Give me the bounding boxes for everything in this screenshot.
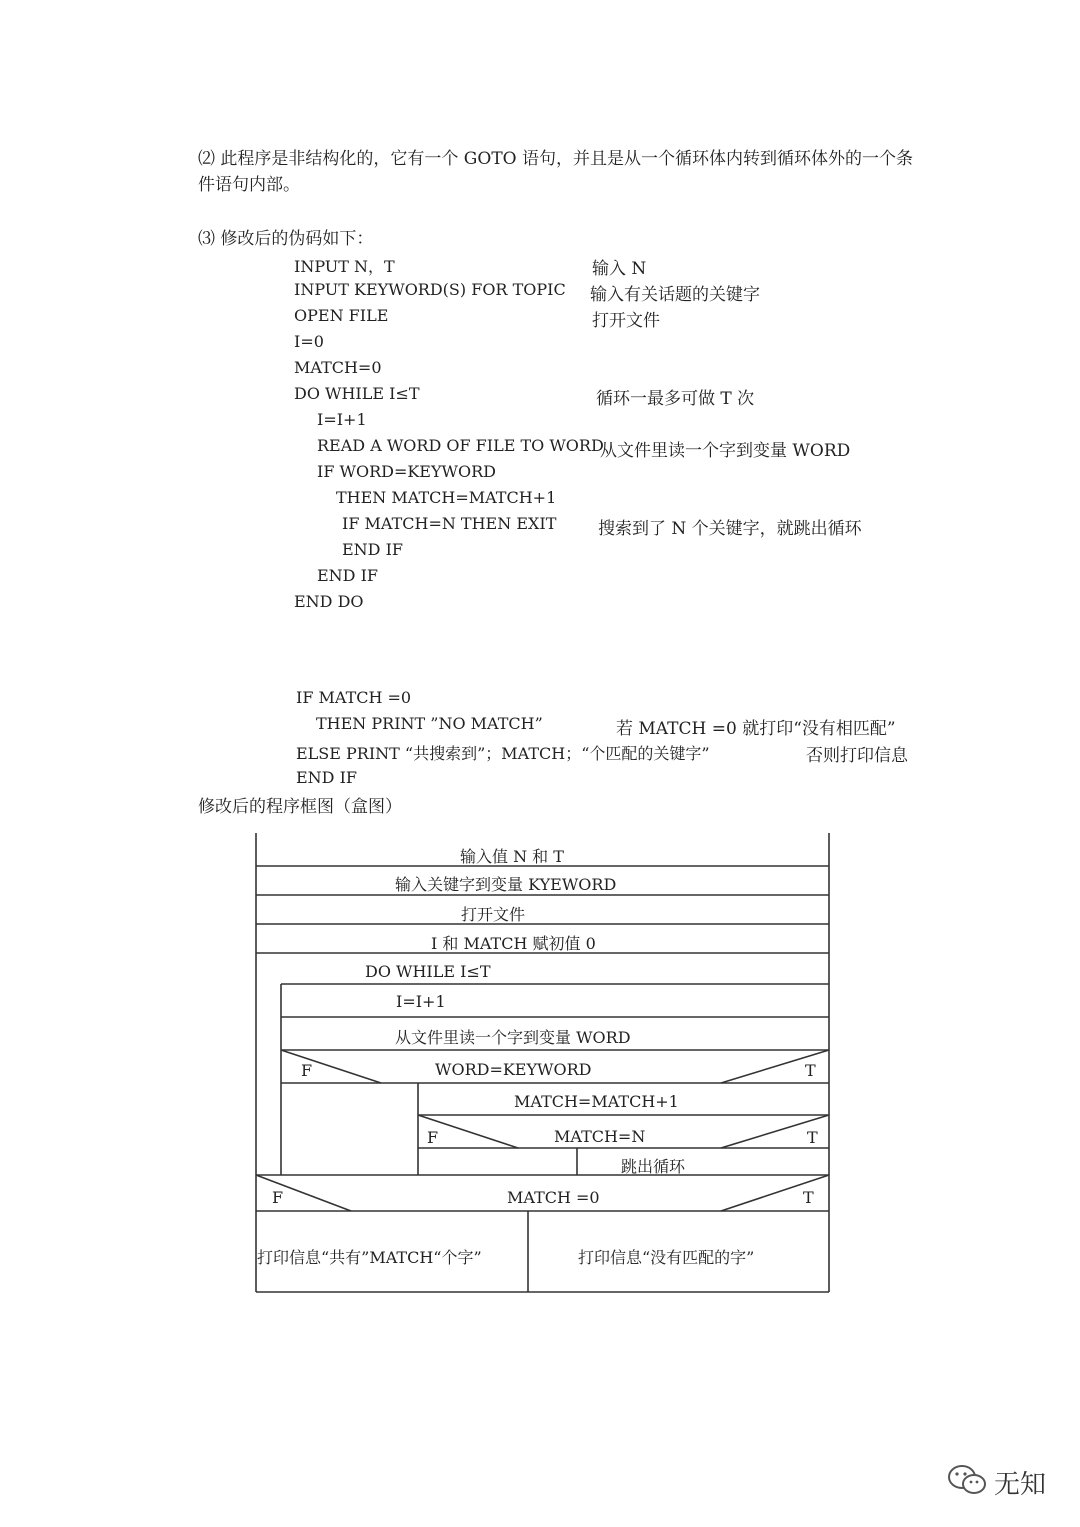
ns-cond2: MATCH=N (554, 1127, 646, 1146)
code-line: END IF (317, 566, 379, 585)
code-line: END IF (296, 768, 358, 787)
ns-cond3-false: F (272, 1188, 284, 1207)
ns-increment-row: I=I+1 (396, 992, 446, 1011)
ns-read-row: 从文件里读一个字到变量 WORD (395, 1028, 631, 1047)
ns-cond1-false: F (301, 1061, 313, 1080)
ns-cond2-true: T (807, 1128, 818, 1147)
diagram-caption: 修改后的程序框图（盒图） (198, 797, 402, 817)
ns-diagram (255, 833, 830, 1293)
ns-match-inc-row: MATCH=MATCH+1 (514, 1092, 679, 1111)
ns-cond1-true: T (805, 1061, 816, 1080)
code-line: ELSE PRINT “共搜索到”；MATCH；“个匹配的关键字” (296, 744, 710, 763)
code-comment: 从文件里读一个字到变量 WORD (600, 441, 851, 461)
paragraph-2-line-2: 件语句内部。 (198, 175, 300, 195)
code-line: IF WORD=KEYWORD (317, 462, 496, 481)
code-line: END DO (294, 592, 364, 611)
ns-cond2-false: F (427, 1128, 439, 1147)
ns-cond3-true: T (803, 1188, 814, 1207)
code-line: IF MATCH =0 (296, 688, 412, 707)
code-line: I=0 (294, 332, 324, 351)
code-line: END IF (342, 540, 404, 559)
ns-cond1: WORD=KEYWORD (435, 1060, 592, 1079)
code-line: I=I+1 (317, 410, 367, 429)
wechat-icon (946, 1462, 990, 1498)
ns-open-row: 打开文件 (461, 905, 526, 924)
watermark-text: 无知 (994, 1470, 1047, 1500)
ns-keyword-row: 输入关键字到变量 KYEWORD (395, 875, 617, 894)
ns-init-row: I 和 MATCH 赋初值 0 (431, 934, 596, 953)
code-line: INPUT N，T (294, 257, 395, 276)
code-line: IF MATCH=N THEN EXIT (342, 514, 557, 533)
paragraph-3-heading: ⑶ 修改后的伪码如下： (198, 229, 374, 249)
code-comment: 输入 N (592, 259, 647, 279)
code-comment: 搜索到了 N 个关键字，就跳出循环 (598, 519, 862, 539)
watermark (946, 1462, 1056, 1498)
code-comment: 若 MATCH =0 就打印“没有相匹配” (616, 719, 896, 739)
code-comment: 输入有关话题的关键字 (590, 285, 760, 305)
ns-cond3: MATCH =0 (507, 1188, 600, 1207)
code-comment: 否则打印信息 (806, 746, 908, 766)
code-comment: 打开文件 (592, 311, 660, 331)
ns-loop-label: DO WHILE I≤T (365, 962, 491, 981)
code-line: READ A WORD OF FILE TO WORD (317, 436, 604, 455)
code-comment: 循环一最多可做 T 次 (596, 389, 755, 409)
ns-branch-false: 打印信息“共有”MATCH“个字” (257, 1248, 482, 1267)
code-line: OPEN FILE (294, 306, 389, 325)
ns-input-row: 输入值 N 和 T (460, 847, 564, 866)
ns-branch-true: 打印信息“没有匹配的字” (578, 1248, 755, 1267)
code-line: INPUT KEYWORD(S) FOR TOPIC (294, 280, 566, 299)
paragraph-2-line-1: ⑵ 此程序是非结构化的，它有一个 GOTO 语句，并且是从一个循环体内转到循环体外的一个条 (198, 149, 914, 169)
code-line: THEN MATCH=MATCH+1 (336, 488, 557, 507)
ns-exit-row: 跳出循环 (621, 1157, 686, 1176)
code-line: DO WHILE I≤T (294, 384, 420, 403)
code-line: MATCH=0 (294, 358, 382, 377)
code-line: THEN PRINT ”NO MATCH” (316, 714, 543, 733)
